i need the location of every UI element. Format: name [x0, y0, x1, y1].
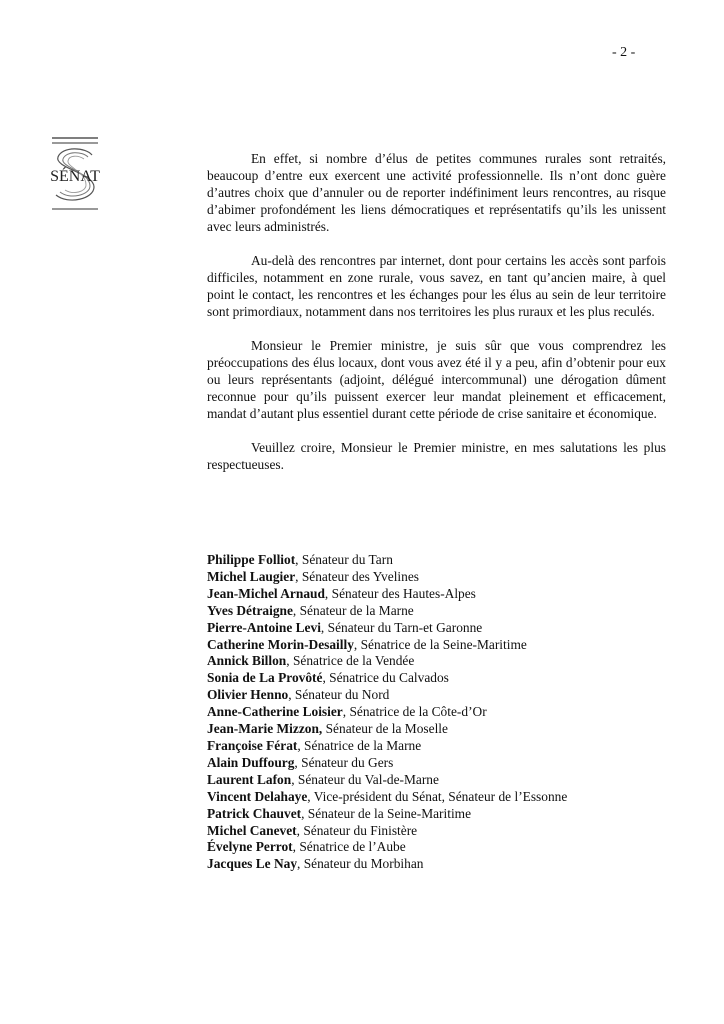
signatory — [207, 603, 677, 620]
signatory-name: Michel Canevet — [207, 822, 297, 838]
signatory-title: , Sénateur des Yvelines — [295, 568, 419, 584]
page-number: - 2 - — [612, 45, 636, 60]
signatory-name: Françoise Férat — [207, 737, 298, 753]
signatory-title: , Sénateur de la Marne — [292, 602, 414, 618]
signatory-title: , Sénateur du Val-de-Marne — [291, 771, 439, 787]
signatory-title: , Sénatrice de la Vendée — [286, 653, 415, 669]
letter-body — [207, 150, 666, 490]
signatory — [207, 620, 677, 637]
signatory — [207, 789, 677, 806]
signatory — [207, 738, 677, 755]
paragraph: Monsieur le Premier ministre, je suis sûr que vous comprendrez les préoccupations des élus locaux, dont vous avez été il y a peu, afin d’obtenir pour eux ou leurs représentants (adjoint, délégué intercommunal) une dérogation dûment reconnue pour qu’ils puissent exercer leur mandat pleinement et efficacement, mandat d’autant plus essentiel durant cette période de crise sanitaire et économique. — [207, 338, 666, 421]
signatory-title: , Sénatrice de l’Aube — [292, 839, 406, 855]
signatory-title: , Sénatrice de la Seine-Maritime — [353, 636, 527, 652]
signatory — [207, 721, 677, 738]
signatory-title: , Sénateur du Tarn — [295, 552, 393, 567]
signatory-name: Olivier Henno — [207, 687, 289, 703]
signatory-title: , Sénatrice du Calvados — [322, 670, 449, 686]
signatory — [207, 823, 677, 840]
signatory-name: Yves Détraigne — [207, 602, 293, 618]
signatory — [207, 687, 677, 704]
signatory — [207, 670, 677, 687]
signatory — [207, 637, 677, 654]
paragraph: Veuillez croire, Monsieur le Premier ministre, en mes salutations les plus respectueuses. — [207, 440, 666, 472]
signatory-name: Jean-Michel Arnaud — [207, 585, 325, 601]
signatory-title: , Sénateur du Morbihan — [297, 856, 424, 872]
signatory-title: , Sénateur de la Seine-Maritime — [301, 805, 472, 821]
signatory-name: Philippe Folliot — [207, 552, 296, 567]
signatory — [207, 755, 677, 772]
signatory — [207, 856, 677, 873]
signatory-name: Laurent Lafon — [207, 771, 292, 787]
signatory-name: Vincent Delahaye — [207, 788, 308, 804]
signatory-title: , Sénatrice de la Marne — [297, 737, 422, 753]
signatory — [207, 704, 677, 721]
signatory-title: Sénateur de la Moselle — [322, 721, 448, 737]
signatory-name: Michel Laugier — [207, 568, 296, 584]
signatory-title: , Sénateur des Hautes-Alpes — [324, 585, 476, 601]
signatory-name: Catherine Morin-Desailly — [207, 636, 354, 652]
signatory-name: Jean-Marie Mizzon, — [207, 721, 323, 737]
signatory-name: Pierre-Antoine Levi — [207, 619, 321, 635]
signatory-name: Patrick Chauvet — [207, 805, 302, 821]
signatory-title: , Sénateur du Tarn-et Garonne — [320, 619, 483, 635]
signatory — [207, 552, 677, 569]
paragraph: En effet, si nombre d’élus de petites communes rurales sont retraités, beaucoup d’entre eux exercent une activité professionnelle. Ils n’ont donc guère d’autres choix que d’annuler ou de reporter indéfiniment leurs rencontres, au risque d’abimer profondément les liens démocratiques et représentatifs qu’ils les unissent avec leurs administrés. — [207, 151, 666, 234]
signatory — [207, 772, 677, 789]
signatory-name: Anne-Catherine Loisier — [207, 704, 343, 720]
signatory — [207, 806, 677, 823]
signatory-name: Annick Billon — [207, 653, 287, 669]
signatory-name: Évelyne Perrot — [207, 839, 293, 855]
signatory — [207, 569, 677, 586]
signatory-name: Jacques Le Nay — [207, 856, 298, 872]
signatory — [207, 653, 677, 670]
signatory-title: , Sénateur du Gers — [294, 754, 394, 770]
signatory-title: , Vice-président du Sénat, Sénateur de l’Essonne — [307, 788, 568, 804]
signatories-list — [207, 552, 677, 873]
signatory-title: , Sénateur du Finistère — [296, 822, 418, 838]
signatory — [207, 586, 677, 603]
signatory-name: Alain Duffourg — [207, 754, 295, 770]
signatory-title: , Sénatrice de la Côte-d’Or — [342, 704, 487, 720]
senat-logo — [40, 135, 110, 215]
senat-logo-text: SÉNAT — [50, 168, 100, 185]
signatory — [207, 839, 677, 856]
signatory-title: , Sénateur du Nord — [288, 687, 390, 703]
signatory-name: Sonia de La Provôté — [207, 670, 323, 686]
paragraph: Au-delà des rencontres par internet, dont pour certains les accès sont parfois difficiles, notamment en zone rurale, vous savez, en tant qu’ancien maire, à quel point le contact, les rencontres et les échanges pour les élus au sein de leur territoire sont primordiaux, notamment dans nos territoires les plus ruraux et les plus reculés. — [207, 253, 666, 319]
senat-logo-graphic — [40, 135, 110, 215]
